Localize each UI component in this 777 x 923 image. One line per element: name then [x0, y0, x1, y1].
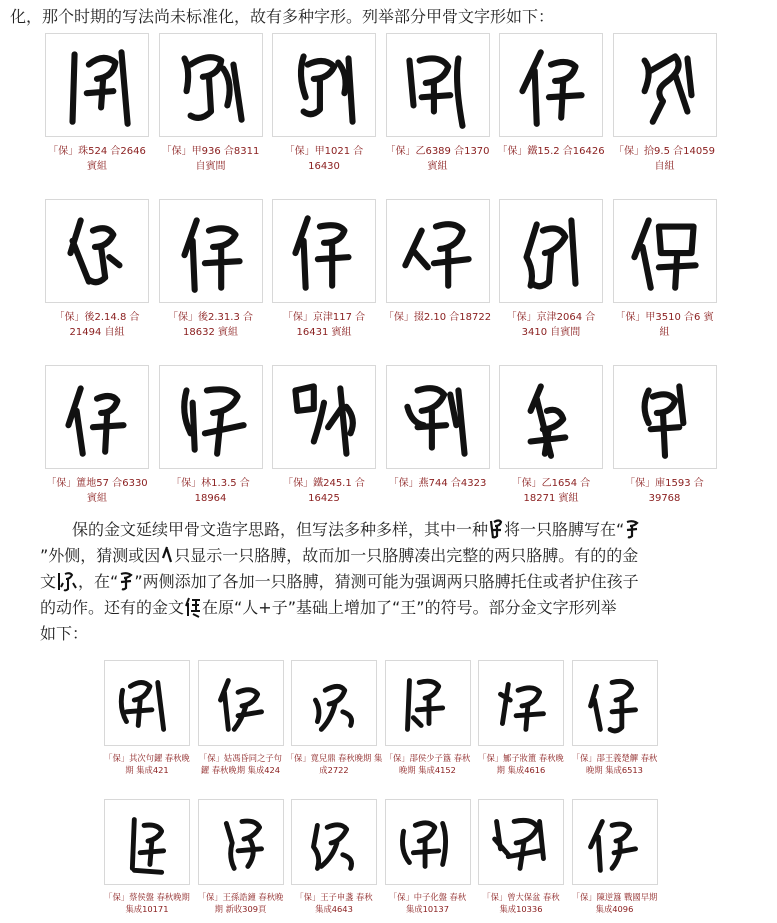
bronze-caption-line: 集成10137 [406, 904, 449, 914]
bronze-caption-line: 期 集成4616 [496, 765, 546, 775]
bronze-glyph-drawing [292, 661, 376, 745]
bronze-caption-line: 「保」鄦子妝簠 春秋晚 [478, 753, 564, 763]
oracle-glyph-image [159, 365, 263, 469]
bronze-glyph-image [478, 799, 564, 885]
para-line4-a: 的动作。还有的金文 [40, 598, 185, 617]
oracle-caption [491, 144, 611, 159]
oracle-glyph-drawing [273, 200, 375, 302]
oracle-glyph-image [272, 199, 376, 303]
oracle-glyph-image [499, 365, 603, 469]
bronze-caption [564, 752, 666, 776]
oracle-caption [491, 310, 611, 340]
oracle-glyph-drawing [273, 34, 375, 136]
bronze-caption-line: 期 新收309頁 [214, 904, 267, 914]
oracle-caption-line: 21494 自組 [69, 327, 125, 338]
oracle-caption-line: 「保」林1.3.5 合 [171, 478, 250, 489]
bronze-glyph-drawing [292, 800, 376, 884]
oracle-glyph-drawing [500, 34, 602, 136]
oracle-caption-line: 「保」燕744 合4323 [388, 478, 487, 489]
oracle-caption-line: 「保」拾9.5 合14059 [614, 146, 715, 157]
para-line3-b: ，在“ [78, 572, 119, 591]
para-line1-b: 将一只胳膊写在“ [504, 520, 625, 539]
bronze-caption-line: 期 集成421 [125, 765, 169, 775]
para-line3-c: ”两侧添加了各加一只胳膊，猜测可能为强调两只胳膊托住或者护住孩子 [134, 572, 639, 591]
bronze-glyph-drawing [386, 800, 470, 884]
bronze-caption-line: 「保」曾大保盆 春秋 [482, 892, 560, 902]
oracle-caption-line: 「保」乙1654 合 [511, 478, 591, 489]
bronze-caption-line: 「保」中子化盤 春秋 [388, 892, 467, 902]
oracle-caption-line: 「保」珠524 合2646 [48, 146, 146, 157]
bronze-caption-line: 「保」郘侯少子簋 春秋 [384, 753, 471, 763]
oracle-glyph-drawing [273, 366, 375, 468]
bronze-caption-line: 「保」其次句鑃 春秋晚 [104, 753, 190, 763]
bronze-caption [377, 752, 479, 776]
oracle-glyph-image [613, 33, 717, 137]
bronze-glyph-image [385, 799, 471, 885]
oracle-caption [378, 310, 498, 325]
inline-glyph-ren [160, 544, 174, 566]
bronze-caption [283, 891, 385, 915]
bronze-glyph-drawing [105, 661, 189, 745]
oracle-glyph-drawing [387, 200, 489, 302]
oracle-caption-line: 「保」甲1021 合 [284, 146, 364, 157]
bronze-caption [190, 752, 292, 776]
oracle-caption-line: 18964 [194, 493, 227, 504]
oracle-caption-line: 16425 [308, 493, 340, 504]
bronze-caption [470, 752, 572, 776]
para-line2-a: ”外侧，猜测或因 [40, 546, 161, 565]
oracle-caption-line: 18271 賓組 [523, 493, 579, 504]
oracle-caption-line: 16430 [308, 161, 340, 172]
inline-glyph-bao-two-arms [56, 570, 78, 592]
bronze-glyph-image [478, 660, 564, 746]
oracle-caption [151, 476, 271, 506]
para-line2-b: 只显示一只胳膊，故而加一只胳膊凑出完整的两只胳膊。有的的金 [174, 546, 639, 565]
oracle-caption-line: 自組 [654, 161, 675, 172]
oracle-glyph-image [613, 199, 717, 303]
oracle-glyph-drawing [160, 366, 262, 468]
bronze-caption [96, 891, 198, 915]
intro-text: 化，那个时期的写法尚未标准化，故有多种字形。列举部分甲骨文字形如下： [10, 7, 555, 26]
bronze-glyph-image [572, 660, 658, 746]
bronze-caption-line: 晚期 集成6513 [586, 765, 643, 775]
bronze-caption-line: 集成10171 [125, 904, 169, 914]
oracle-caption-line: 「保」簠地57 合6330 [46, 478, 148, 489]
oracle-caption [605, 144, 725, 174]
bronze-caption-line: 「保」蔡侯盤 春秋晚期 [104, 892, 190, 902]
oracle-caption-line: 組 [659, 327, 670, 338]
oracle-glyph-image [272, 365, 376, 469]
oracle-glyph-image [159, 33, 263, 137]
oracle-caption-line: 「保」後2.31.3 合 [168, 312, 253, 323]
oracle-caption [264, 144, 384, 174]
oracle-caption-line: 「保」甲3510 合6 賓 [615, 312, 714, 323]
bronze-caption-line: 「保」寬兒鼎 春秋晚期 集成2722 [285, 753, 383, 775]
oracle-glyph-image [386, 199, 490, 303]
oracle-glyph-drawing [387, 366, 489, 468]
oracle-glyph-drawing [500, 366, 602, 468]
para-line4-b: 在原“人+子”基础上增加了“王”的符号。部分金文字形列举 [202, 598, 617, 617]
bronze-caption [190, 891, 292, 915]
bronze-caption [564, 891, 666, 915]
oracle-caption-line: 16431 賓組 [296, 327, 352, 338]
oracle-glyph-drawing [500, 200, 602, 302]
bronze-glyph-image [291, 660, 377, 746]
oracle-caption-line: 自賓間 [195, 161, 226, 172]
bronze-caption [470, 891, 572, 915]
oracle-glyph-image [45, 33, 149, 137]
bronze-caption-line: 晚期 集成4152 [399, 765, 456, 775]
oracle-glyph-image [499, 199, 603, 303]
oracle-glyph-drawing [387, 34, 489, 136]
bronze-caption [377, 891, 479, 915]
oracle-caption-line: 「保」後2.14.8 合 [54, 312, 140, 323]
oracle-caption-line: 賓組 [87, 161, 107, 172]
bronze-caption-line: 集成4643 [315, 904, 353, 914]
oracle-caption [378, 476, 498, 491]
bronze-caption-line: 「保」王子申盞 春秋 [295, 892, 373, 902]
para-line5: 如下： [40, 624, 89, 643]
oracle-glyph-drawing [160, 34, 262, 136]
para-line1-a: 保的金文延续甲骨文造字思路，但写法多种多样，其中一种 [72, 520, 489, 539]
oracle-glyph-drawing [614, 34, 716, 136]
oracle-caption [151, 144, 271, 174]
oracle-caption [264, 476, 384, 506]
bronze-caption-line: 「保」王孫誥鐘 春秋晚 [197, 892, 284, 902]
oracle-caption-line: 賓組 [87, 493, 107, 504]
oracle-glyph-image [613, 365, 717, 469]
bronze-glyph-image [104, 660, 190, 746]
bronze-glyph-image [198, 660, 284, 746]
oracle-caption [37, 144, 157, 174]
oracle-caption-line: 「保」鐵15.2 合16426 [497, 146, 605, 157]
bronze-glyph-image [572, 799, 658, 885]
oracle-caption-line: 「保」庫1593 合 [625, 478, 704, 489]
inline-glyph-zi [624, 518, 640, 540]
oracle-caption-line: 賓組 [427, 161, 448, 172]
oracle-caption [264, 310, 384, 340]
oracle-glyph-drawing [614, 200, 716, 302]
bronze-glyph-image [385, 660, 471, 746]
bronze-caption-line: 「保」郘王義楚觶 春秋 [571, 753, 658, 763]
oracle-caption-line: 「保」京津2064 合 [506, 312, 596, 323]
oracle-caption [37, 476, 157, 506]
oracle-glyph-drawing [46, 34, 148, 136]
oracle-caption [605, 310, 725, 340]
bronze-caption [283, 752, 385, 776]
bronze-glyph-drawing [199, 800, 283, 884]
oracle-glyph-image [45, 199, 149, 303]
oracle-caption-line: 3410 自賓間 [521, 327, 581, 338]
bronze-caption-line: 鑃 春秋晚期 集成424 [200, 765, 281, 775]
bronze-caption [96, 752, 198, 776]
oracle-caption [151, 310, 271, 340]
oracle-caption-line: 「保」甲936 合8311 [161, 146, 260, 157]
bronze-caption-line: 集成10336 [499, 904, 543, 914]
oracle-glyph-image [386, 365, 490, 469]
oracle-glyph-drawing [160, 200, 262, 302]
bronze-glyph-image [291, 799, 377, 885]
bronze-glyph-drawing [573, 661, 657, 745]
bronze-glyph-image [104, 799, 190, 885]
bronze-glyph-image [198, 799, 284, 885]
bronze-glyph-drawing [479, 800, 563, 884]
inline-glyph-zi-2 [118, 570, 134, 592]
oracle-glyph-image [272, 33, 376, 137]
bronze-glyph-drawing [573, 800, 657, 884]
inline-glyph-bao-one-arm [488, 518, 504, 540]
oracle-caption-line: 18632 賓組 [183, 327, 238, 338]
oracle-caption-line: 「保」掇2.10 合18722 [383, 312, 492, 323]
oracle-caption-line: 「保」京津117 合 [282, 312, 366, 323]
bronze-glyph-drawing [199, 661, 283, 745]
bronze-caption-line: 「保」陳逆簋 戰國早期 [571, 892, 658, 902]
oracle-glyph-drawing [46, 366, 148, 468]
oracle-glyph-drawing [46, 200, 148, 302]
oracle-glyph-image [386, 33, 490, 137]
oracle-caption [37, 310, 157, 340]
bronze-glyph-drawing [105, 800, 189, 884]
oracle-caption-line: 「保」鐵245.1 合 [283, 478, 365, 489]
oracle-caption [605, 476, 725, 506]
oracle-caption-line: 「保」乙6389 合1370 [385, 146, 490, 157]
oracle-caption-line: 39768 [648, 493, 681, 504]
inline-glyph-bao-wang [184, 596, 202, 618]
bronze-glyph-drawing [386, 661, 470, 745]
bronze-caption-line: 集成4096 [595, 904, 634, 914]
oracle-glyph-image [159, 199, 263, 303]
oracle-glyph-image [45, 365, 149, 469]
oracle-caption [378, 144, 498, 174]
oracle-caption [491, 476, 611, 506]
oracle-glyph-image [499, 33, 603, 137]
oracle-glyph-drawing [614, 366, 716, 468]
bronze-caption-line: 「保」姑馮昏同之子句 [199, 753, 282, 763]
bronze-glyph-drawing [479, 661, 563, 745]
para-line3-a: 文 [40, 572, 57, 591]
